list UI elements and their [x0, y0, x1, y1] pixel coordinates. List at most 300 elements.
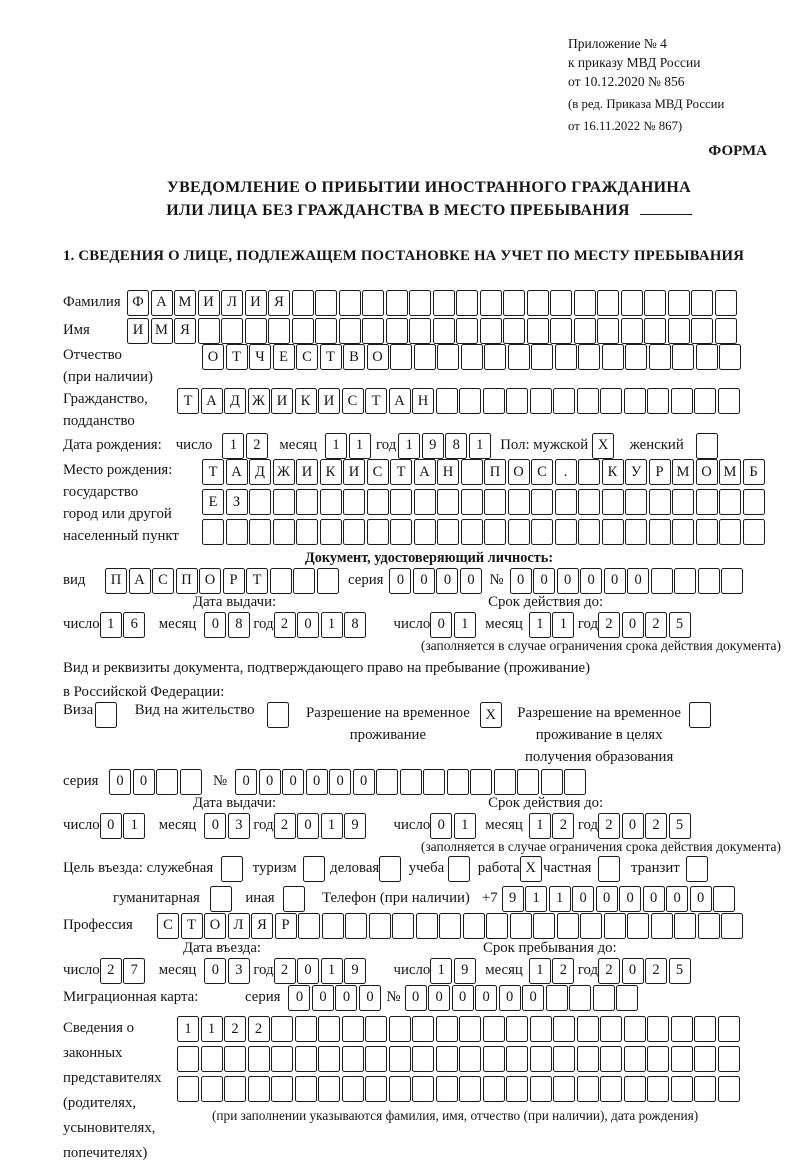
cell[interactable]: 1	[525, 886, 547, 912]
cell[interactable]	[343, 489, 365, 515]
cell[interactable]	[226, 519, 248, 545]
cell[interactable]: А	[201, 388, 223, 414]
cell[interactable]	[600, 388, 622, 414]
cell[interactable]	[283, 886, 305, 912]
cell[interactable]: 0	[557, 568, 579, 594]
cell[interactable]	[694, 1016, 716, 1042]
cell[interactable]	[409, 290, 431, 316]
cell[interactable]: 0	[622, 958, 644, 984]
cell[interactable]	[651, 568, 673, 594]
cell[interactable]: 0	[510, 568, 532, 594]
cell[interactable]: Н	[437, 459, 459, 485]
cell[interactable]: 2	[598, 958, 620, 984]
cell[interactable]	[564, 769, 586, 795]
cell[interactable]	[674, 568, 696, 594]
cell[interactable]	[674, 913, 696, 939]
cell[interactable]: И	[318, 388, 340, 414]
cell[interactable]	[392, 913, 414, 939]
cell[interactable]: 1	[321, 958, 343, 984]
cell[interactable]	[624, 388, 646, 414]
cell[interactable]: 0	[259, 769, 281, 795]
cell[interactable]	[718, 1046, 740, 1072]
cell[interactable]: 0	[306, 769, 328, 795]
cell[interactable]: 0	[312, 985, 334, 1011]
cell[interactable]	[624, 1046, 646, 1072]
cell[interactable]: О	[367, 344, 389, 370]
cell[interactable]	[273, 489, 295, 515]
cell[interactable]	[459, 1076, 481, 1102]
cell[interactable]	[177, 1076, 199, 1102]
cell[interactable]	[315, 318, 337, 344]
cell[interactable]	[389, 1046, 411, 1072]
cell[interactable]	[386, 318, 408, 344]
cell[interactable]: Т	[226, 344, 248, 370]
cell[interactable]: 9	[344, 958, 366, 984]
cell[interactable]: 0	[204, 612, 226, 638]
cell[interactable]	[271, 1046, 293, 1072]
cell[interactable]	[339, 290, 361, 316]
cell[interactable]	[483, 1076, 505, 1102]
cell[interactable]	[698, 568, 720, 594]
cell[interactable]	[437, 489, 459, 515]
cell[interactable]	[668, 290, 690, 316]
cell[interactable]: 0	[329, 769, 351, 795]
cell[interactable]	[461, 459, 483, 485]
cell[interactable]	[389, 1016, 411, 1042]
cell[interactable]: З	[226, 489, 248, 515]
cell[interactable]	[345, 913, 367, 939]
cell[interactable]	[530, 1076, 552, 1102]
cell[interactable]	[647, 1076, 669, 1102]
cell[interactable]: Е	[273, 344, 295, 370]
cell[interactable]: 0	[522, 985, 544, 1011]
cell[interactable]: 2	[248, 1016, 270, 1042]
cell[interactable]: 2	[274, 813, 296, 839]
cell[interactable]	[270, 568, 292, 594]
cell[interactable]: 0	[100, 813, 122, 839]
cell[interactable]	[271, 1016, 293, 1042]
cell[interactable]: Ч	[249, 344, 271, 370]
cell[interactable]: 0	[297, 612, 319, 638]
cell[interactable]	[379, 856, 401, 882]
cell[interactable]	[296, 489, 318, 515]
cell[interactable]: 0	[436, 568, 458, 594]
cell[interactable]: 1	[529, 813, 551, 839]
cell[interactable]	[578, 489, 600, 515]
cell[interactable]	[303, 856, 325, 882]
cell[interactable]	[369, 913, 391, 939]
cell[interactable]: П	[105, 568, 127, 594]
cell[interactable]	[696, 519, 718, 545]
cell[interactable]: С	[342, 388, 364, 414]
cell[interactable]: М	[719, 459, 741, 485]
cell[interactable]: 2	[645, 958, 667, 984]
cell[interactable]: 0	[204, 813, 226, 839]
cell[interactable]	[414, 519, 436, 545]
cell[interactable]: 0	[430, 813, 452, 839]
cell[interactable]	[95, 702, 117, 728]
cell[interactable]: Р	[223, 568, 245, 594]
cell[interactable]: С	[531, 459, 553, 485]
cell[interactable]	[574, 318, 596, 344]
cell[interactable]	[480, 290, 502, 316]
cell[interactable]	[550, 318, 572, 344]
cell[interactable]	[698, 913, 720, 939]
cell[interactable]	[527, 290, 549, 316]
cell[interactable]	[718, 1076, 740, 1102]
cell[interactable]: Я	[268, 290, 290, 316]
cell[interactable]	[600, 1016, 622, 1042]
cell[interactable]	[557, 913, 579, 939]
cell[interactable]	[210, 886, 232, 912]
cell[interactable]: Р	[275, 913, 297, 939]
cell[interactable]	[295, 1046, 317, 1072]
cell[interactable]	[320, 519, 342, 545]
cell[interactable]	[322, 913, 344, 939]
cell[interactable]	[503, 290, 525, 316]
cell[interactable]	[201, 1076, 223, 1102]
cell[interactable]: Ф	[127, 290, 149, 316]
cell[interactable]: 0	[666, 886, 688, 912]
cell[interactable]: 0	[133, 769, 155, 795]
cell[interactable]: 2	[274, 612, 296, 638]
cell[interactable]: 0	[353, 769, 375, 795]
cell[interactable]: Р	[649, 459, 671, 485]
cell[interactable]: 0	[572, 886, 594, 912]
cell[interactable]	[694, 388, 716, 414]
cell[interactable]	[365, 1076, 387, 1102]
cell[interactable]	[691, 318, 713, 344]
cell[interactable]: 1	[123, 813, 145, 839]
cell[interactable]	[644, 290, 666, 316]
cell[interactable]	[180, 769, 202, 795]
cell[interactable]	[412, 1076, 434, 1102]
cell[interactable]	[625, 344, 647, 370]
cell[interactable]: И	[271, 388, 293, 414]
cell[interactable]	[484, 489, 506, 515]
cell[interactable]	[447, 769, 469, 795]
cell[interactable]	[436, 1076, 458, 1102]
cell[interactable]: И	[245, 290, 267, 316]
cell[interactable]	[342, 1046, 364, 1072]
cell[interactable]: О	[199, 568, 221, 594]
cell[interactable]	[506, 1016, 528, 1042]
cell[interactable]	[574, 290, 596, 316]
cell[interactable]: Я	[251, 913, 273, 939]
cell[interactable]	[376, 769, 398, 795]
cell[interactable]	[616, 985, 638, 1011]
cell[interactable]: 1	[549, 886, 571, 912]
cell[interactable]	[530, 388, 552, 414]
cell[interactable]	[362, 318, 384, 344]
cell[interactable]: Т	[365, 388, 387, 414]
cell[interactable]: О	[696, 459, 718, 485]
cell[interactable]: С	[367, 459, 389, 485]
cell[interactable]: 2	[274, 958, 296, 984]
cell[interactable]: К	[295, 388, 317, 414]
cell[interactable]: М	[672, 459, 694, 485]
cell[interactable]	[503, 318, 525, 344]
cell[interactable]	[649, 519, 671, 545]
cell[interactable]	[672, 489, 694, 515]
cell[interactable]	[541, 769, 563, 795]
cell[interactable]: 0	[335, 985, 357, 1011]
cell[interactable]	[436, 1016, 458, 1042]
cell[interactable]: 2	[552, 958, 574, 984]
cell[interactable]	[671, 388, 693, 414]
cell[interactable]	[553, 388, 575, 414]
cell[interactable]	[577, 1076, 599, 1102]
cell[interactable]	[510, 913, 532, 939]
cell[interactable]: Т	[390, 459, 412, 485]
cell[interactable]	[390, 344, 412, 370]
cell[interactable]	[721, 568, 743, 594]
cell[interactable]	[647, 1016, 669, 1042]
cell[interactable]: 3	[228, 958, 250, 984]
cell[interactable]	[342, 1016, 364, 1042]
cell[interactable]: Д	[224, 388, 246, 414]
cell[interactable]	[267, 702, 289, 728]
cell[interactable]: 0	[235, 769, 257, 795]
cell[interactable]: Я	[174, 318, 196, 344]
cell[interactable]	[647, 1046, 669, 1072]
cell[interactable]	[224, 1076, 246, 1102]
cell[interactable]	[202, 519, 224, 545]
cell[interactable]: 0	[596, 886, 618, 912]
cell[interactable]	[480, 318, 502, 344]
cell[interactable]: 9	[454, 958, 476, 984]
cell[interactable]	[625, 519, 647, 545]
cell[interactable]	[743, 519, 765, 545]
cell[interactable]	[602, 519, 624, 545]
cell[interactable]: 0	[359, 985, 381, 1011]
cell[interactable]	[221, 318, 243, 344]
cell[interactable]	[721, 913, 743, 939]
cell[interactable]	[320, 489, 342, 515]
cell[interactable]	[602, 344, 624, 370]
cell[interactable]	[718, 1016, 740, 1042]
cell[interactable]	[550, 290, 572, 316]
cell[interactable]: И	[127, 318, 149, 344]
cell[interactable]: 2	[598, 612, 620, 638]
cell[interactable]: 0	[297, 958, 319, 984]
cell[interactable]: Л	[228, 913, 250, 939]
cell[interactable]: А	[129, 568, 151, 594]
cell[interactable]: И	[343, 459, 365, 485]
cell[interactable]: 1	[552, 612, 574, 638]
cell[interactable]	[621, 318, 643, 344]
cell[interactable]	[689, 702, 711, 728]
cell[interactable]	[318, 1016, 340, 1042]
cell[interactable]	[248, 1076, 270, 1102]
cell[interactable]	[508, 489, 530, 515]
cell[interactable]: 0	[405, 985, 427, 1011]
cell[interactable]: А	[389, 388, 411, 414]
cell[interactable]: Т	[202, 459, 224, 485]
cell[interactable]	[273, 519, 295, 545]
cell[interactable]: 2	[598, 813, 620, 839]
cell[interactable]: 2	[645, 813, 667, 839]
cell[interactable]	[647, 388, 669, 414]
cell[interactable]: 0	[204, 958, 226, 984]
cell[interactable]	[644, 318, 666, 344]
cell[interactable]	[694, 1076, 716, 1102]
cell[interactable]: 1	[454, 612, 476, 638]
cell[interactable]	[296, 519, 318, 545]
cell[interactable]	[671, 1076, 693, 1102]
cell[interactable]: 0	[622, 813, 644, 839]
cell[interactable]: 3	[228, 813, 250, 839]
cell[interactable]	[459, 388, 481, 414]
cell[interactable]: 1	[430, 958, 452, 984]
cell[interactable]	[580, 913, 602, 939]
cell[interactable]	[553, 1046, 575, 1072]
cell[interactable]	[694, 1046, 716, 1072]
cell[interactable]	[598, 856, 620, 882]
cell[interactable]: 2	[645, 612, 667, 638]
cell[interactable]: М	[174, 290, 196, 316]
cell[interactable]	[414, 489, 436, 515]
cell[interactable]	[531, 519, 553, 545]
cell[interactable]	[604, 913, 626, 939]
cell[interactable]	[436, 1046, 458, 1072]
cell[interactable]	[718, 388, 740, 414]
cell[interactable]	[600, 1046, 622, 1072]
cell[interactable]	[198, 318, 220, 344]
cell[interactable]	[448, 856, 470, 882]
cell[interactable]: 8	[228, 612, 250, 638]
cell[interactable]: 1	[321, 813, 343, 839]
cell[interactable]: X	[592, 433, 614, 459]
cell[interactable]	[365, 1046, 387, 1072]
cell[interactable]	[713, 886, 735, 912]
cell[interactable]: 1	[398, 433, 420, 459]
cell[interactable]: 0	[475, 985, 497, 1011]
cell[interactable]	[437, 519, 459, 545]
cell[interactable]	[517, 769, 539, 795]
cell[interactable]	[318, 1046, 340, 1072]
cell[interactable]	[389, 1076, 411, 1102]
cell[interactable]: 0	[580, 568, 602, 594]
cell[interactable]: 9	[344, 813, 366, 839]
cell[interactable]: 0	[622, 612, 644, 638]
cell[interactable]	[437, 344, 459, 370]
cell[interactable]	[484, 344, 506, 370]
cell[interactable]	[555, 344, 577, 370]
cell[interactable]: Ж	[248, 388, 270, 414]
cell[interactable]: 1	[222, 433, 244, 459]
cell[interactable]	[506, 1076, 528, 1102]
cell[interactable]	[627, 913, 649, 939]
cell[interactable]: А	[414, 459, 436, 485]
cell[interactable]	[339, 318, 361, 344]
cell[interactable]: 0	[428, 985, 450, 1011]
cell[interactable]: Ж	[273, 459, 295, 485]
cell[interactable]	[483, 1016, 505, 1042]
cell[interactable]	[461, 519, 483, 545]
cell[interactable]	[671, 1016, 693, 1042]
cell[interactable]	[577, 1046, 599, 1072]
cell[interactable]: .	[555, 459, 577, 485]
cell[interactable]	[531, 344, 553, 370]
cell[interactable]	[292, 318, 314, 344]
cell[interactable]: 1	[201, 1016, 223, 1042]
cell[interactable]: X	[480, 702, 502, 728]
cell[interactable]	[293, 568, 315, 594]
cell[interactable]	[177, 1046, 199, 1072]
cell[interactable]: О	[202, 344, 224, 370]
cell[interactable]	[671, 1046, 693, 1072]
cell[interactable]: 2	[552, 813, 574, 839]
cell[interactable]	[483, 388, 505, 414]
cell[interactable]	[439, 913, 461, 939]
cell[interactable]: 1	[529, 958, 551, 984]
cell[interactable]	[245, 318, 267, 344]
cell[interactable]	[600, 1076, 622, 1102]
cell[interactable]: Д	[249, 459, 271, 485]
cell[interactable]	[433, 318, 455, 344]
cell[interactable]	[295, 1016, 317, 1042]
cell[interactable]	[715, 318, 737, 344]
cell[interactable]: У	[625, 459, 647, 485]
cell[interactable]	[649, 344, 671, 370]
cell[interactable]	[696, 489, 718, 515]
cell[interactable]: 0	[533, 568, 555, 594]
cell[interactable]: 2	[100, 958, 122, 984]
cell[interactable]	[470, 769, 492, 795]
cell[interactable]	[672, 344, 694, 370]
cell[interactable]	[553, 1016, 575, 1042]
cell[interactable]: 0	[297, 813, 319, 839]
cell[interactable]: Т	[246, 568, 268, 594]
cell[interactable]	[416, 913, 438, 939]
cell[interactable]: 0	[389, 568, 411, 594]
cell[interactable]: Т	[320, 344, 342, 370]
cell[interactable]	[201, 1046, 223, 1072]
cell[interactable]	[506, 388, 528, 414]
cell[interactable]	[409, 318, 431, 344]
cell[interactable]	[342, 1076, 364, 1102]
cell[interactable]: 0	[282, 769, 304, 795]
cell[interactable]: 5	[669, 958, 691, 984]
cell[interactable]	[553, 1076, 575, 1102]
cell[interactable]	[597, 318, 619, 344]
cell[interactable]: И	[198, 290, 220, 316]
cell[interactable]: М	[151, 318, 173, 344]
cell[interactable]	[315, 290, 337, 316]
cell[interactable]	[494, 769, 516, 795]
cell[interactable]: 0	[690, 886, 712, 912]
cell[interactable]	[506, 1046, 528, 1072]
cell[interactable]	[715, 290, 737, 316]
cell[interactable]: 8	[344, 612, 366, 638]
cell[interactable]	[578, 459, 600, 485]
cell[interactable]	[533, 913, 555, 939]
cell[interactable]: 8	[445, 433, 467, 459]
cell[interactable]	[743, 489, 765, 515]
cell[interactable]	[530, 1046, 552, 1072]
cell[interactable]: 0	[604, 568, 626, 594]
cell[interactable]	[423, 769, 445, 795]
cell[interactable]: 1	[100, 612, 122, 638]
cell[interactable]	[602, 489, 624, 515]
cell[interactable]: Е	[202, 489, 224, 515]
cell[interactable]: Б	[743, 459, 765, 485]
cell[interactable]: 0	[460, 568, 482, 594]
cell[interactable]: О	[204, 913, 226, 939]
cell[interactable]	[367, 489, 389, 515]
cell[interactable]: 1	[177, 1016, 199, 1042]
